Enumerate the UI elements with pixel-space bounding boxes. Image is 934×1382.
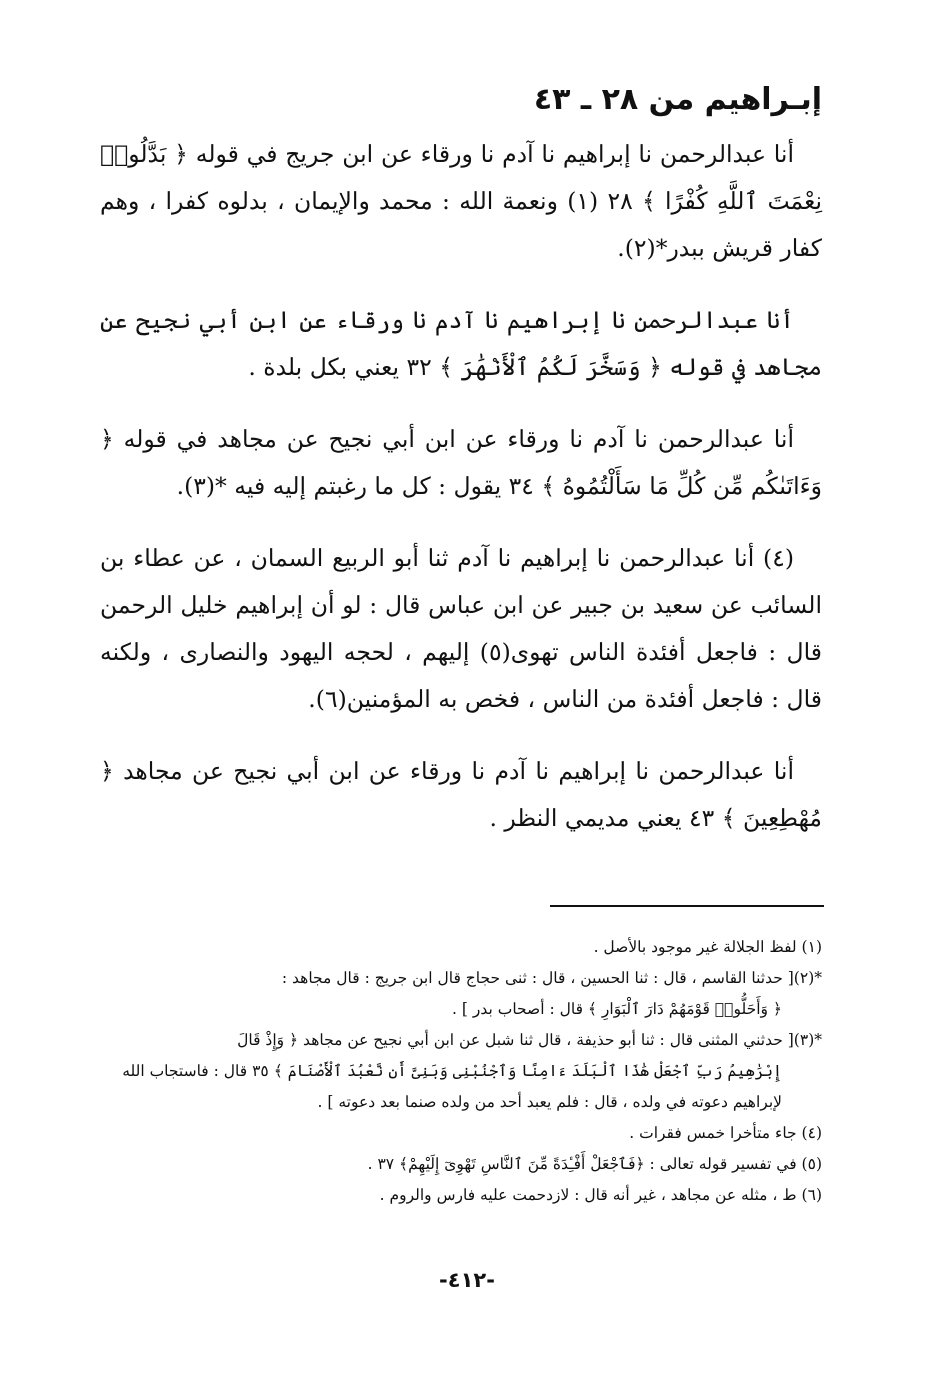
footnote-1: (١) لفظ الجلالة غير موجود بالأصل . — [593, 938, 822, 956]
page-number: -٤١٢- — [439, 1268, 495, 1292]
footnote-4: (٤) جاء متأخرا خمس فقرات . — [629, 1124, 822, 1142]
paragraph-5: أنا عبدالرحمن نا إبراهيم نا آدم نا ورقاء عن ابن أبي نجيح عن مجاهد ﴿ مُهْطِعِينَ ﴾ ٤٣ يعني مديمي النظر . — [100, 757, 822, 832]
paragraph-2: أنا عبدالرحمن نا إبراهيم نا آدم نا ورقاء عن ابن أبي نجيح عن مجاهد في قوله ﴿ وَسَخَّرَ لَكُمُ ٱلْأَنْهَٰرَ ﴾ ٣٢ يعني بكل بلدة . — [100, 306, 822, 381]
footnote-2-continuation: ﴿ وَأَحَلُّوا۟ قَوْمَهُمْ دَارَ ٱلْبَوَارِ ﴾ قال : أصحاب بدر ] . — [452, 1000, 782, 1018]
page-body — [100, 70, 822, 867]
footnotes — [110, 932, 822, 1211]
paragraph-1: أنا عبدالرحمن نا إبراهيم نا آدم نا ورقاء عن ابن جريج في قوله ﴿ بَدَّلُوا۟ نِعْمَتَ ٱللَّهِ كُفْرًا ﴾ ٢٨ (١) ونعمة الله : محمد والإيمان ، بدلوه كفرا ، وهم كفار قريش ببدر*(٢). — [100, 140, 822, 262]
footnote-5: (٥) في تفسير قوله تعالى : ﴿فَٱجْعَلْ أَفْـِٔدَةً مِّنَ ٱلنَّاسِ تَهْوِىٓ إِلَيْهِمْ﴾ ٣٧ . — [367, 1155, 822, 1173]
footnote-2: *(٢)[ حدثنا القاسم ، قال : ثنا الحسين ، قال : ثنى حجاج قال ابن جريج : قال مجاهد : — [281, 969, 822, 987]
paragraph-4: (٤) أنا عبدالرحمن نا إبراهيم نا آدم ثنا أبو الربيع السمان ، عن عطاء بن السائب عن سعيد بن جبير عن ابن عباس قال : لو أن إبراهيم خليل الرحمن قال : فاجعل أفئدة الناس تهوى(٥) إليهم ، لحجه اليهود والنصارى ، ولكنه قال : فاجعل أفئدة من الناس ، فخص به المؤمنين(٦). — [100, 544, 822, 713]
section-heading: إبـراهيم من ٢٨ ـ ٤٣ — [533, 82, 822, 117]
paragraph-3: أنا عبدالرحمن نا آدم نا ورقاء عن ابن أبي نجيح عن مجاهد في قوله ﴿ وَءَاتَىٰكُم مِّن كُلِّ مَا سَأَلْتُمُوهُ ﴾ ٣٤ يقول : كل ما رغبتم إليه فيه *(٣). — [100, 425, 822, 500]
footnote-6: (٦) ط ، مثله عن مجاهد ، غير أنه قال : لازدحمت عليه فارس والروم . — [379, 1186, 822, 1204]
footnote-3-continuation: إِبْرَٰهِيمُ رَبِّ ٱجْعَلْ هَٰذَا ٱلْبَلَدَ ءَامِنًا وَٱجْنُبْنِى وَبَنِىَّ أَن نَّعْبُدَ ٱلْأَصْنَامَ ﴾ ٣٥ قال : فاستجاب الله — [122, 1062, 782, 1080]
footnote-3-continuation-2: لإبراهيم دعوته في ولده ، قال : فلم يعبد أحد من ولده صنما بعد دعوته ] . — [317, 1093, 782, 1111]
footnote-3: *(٣)[ حدثني المثنى قال : ثنا أبو حذيفة ، قال ثنا شبل عن ابن أبي نجيح عن مجاهد ﴿ وَإِذْ قَالَ — [237, 1031, 822, 1049]
footnote-separator — [550, 905, 824, 907]
